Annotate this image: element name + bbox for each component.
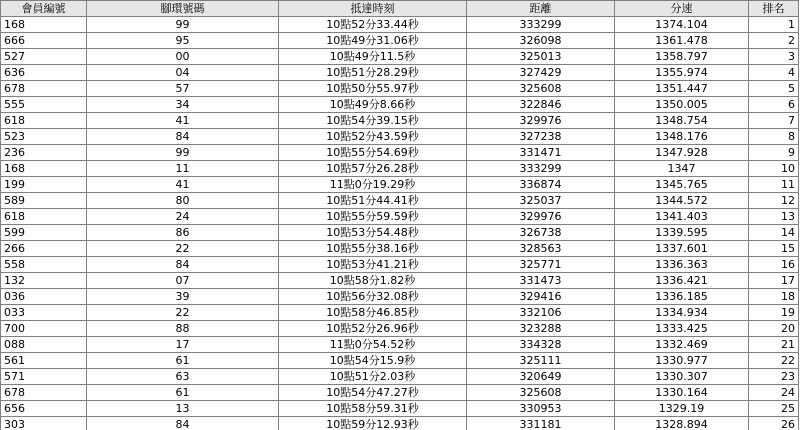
cell-arrival-time: 10點49分8.66秒 (279, 97, 467, 113)
cell-ring-number: 34 (87, 97, 279, 113)
cell-member-id: 199 (1, 177, 87, 193)
cell-speed: 1344.572 (615, 193, 749, 209)
cell-member-id: 168 (1, 161, 87, 177)
cell-arrival-time: 10點49分11.5秒 (279, 49, 467, 65)
cell-speed: 1330.164 (615, 385, 749, 401)
table-row (1, 401, 799, 417)
cell-arrival-time: 10點55分59.59秒 (279, 209, 467, 225)
cell-ring-number: 86 (87, 225, 279, 241)
cell-rank: 21 (749, 337, 799, 353)
cell-distance: 336874 (467, 177, 615, 193)
cell-distance: 328563 (467, 241, 615, 257)
table-row (1, 417, 799, 430)
cell-member-id: 303 (1, 417, 87, 430)
cell-speed: 1348.176 (615, 129, 749, 145)
cell-ring-number: 57 (87, 81, 279, 97)
cell-speed: 1337.601 (615, 241, 749, 257)
cell-member-id: 132 (1, 273, 87, 289)
table-body (1, 17, 799, 430)
cell-speed: 1333.425 (615, 321, 749, 337)
cell-member-id: 088 (1, 337, 87, 353)
cell-arrival-time: 10點58分1.82秒 (279, 273, 467, 289)
cell-distance: 331471 (467, 145, 615, 161)
cell-ring-number: 61 (87, 385, 279, 401)
table-row (1, 33, 799, 49)
cell-ring-number: 99 (87, 145, 279, 161)
cell-speed: 1332.469 (615, 337, 749, 353)
cell-speed: 1347.928 (615, 145, 749, 161)
cell-distance: 331473 (467, 273, 615, 289)
table-row (1, 177, 799, 193)
cell-distance: 325013 (467, 49, 615, 65)
cell-rank: 19 (749, 305, 799, 321)
cell-arrival-time: 10點52分43.59秒 (279, 129, 467, 145)
cell-arrival-time: 10點50分55.97秒 (279, 81, 467, 97)
header-member-id: 會員編號 (1, 1, 87, 17)
table-row (1, 161, 799, 177)
cell-ring-number: 63 (87, 369, 279, 385)
cell-rank: 1 (749, 17, 799, 33)
cell-ring-number: 00 (87, 49, 279, 65)
cell-ring-number: 41 (87, 113, 279, 129)
cell-member-id: 555 (1, 97, 87, 113)
cell-distance: 333299 (467, 161, 615, 177)
cell-speed: 1374.104 (615, 17, 749, 33)
cell-distance: 334328 (467, 337, 615, 353)
cell-rank: 8 (749, 129, 799, 145)
cell-member-id: 527 (1, 49, 87, 65)
cell-distance: 332106 (467, 305, 615, 321)
cell-speed: 1345.765 (615, 177, 749, 193)
cell-rank: 26 (749, 417, 799, 430)
cell-ring-number: 88 (87, 321, 279, 337)
cell-arrival-time: 10點57分26.28秒 (279, 161, 467, 177)
cell-arrival-time: 10點51分28.29秒 (279, 65, 467, 81)
cell-speed: 1355.974 (615, 65, 749, 81)
table-row (1, 193, 799, 209)
header-rank: 排名 (749, 1, 799, 17)
header-ring-number: 腳環號碼 (87, 1, 279, 17)
cell-rank: 3 (749, 49, 799, 65)
cell-ring-number: 84 (87, 417, 279, 430)
cell-member-id: 656 (1, 401, 87, 417)
cell-distance: 325771 (467, 257, 615, 273)
cell-distance: 325608 (467, 81, 615, 97)
cell-arrival-time: 10點52分33.44秒 (279, 17, 467, 33)
cell-arrival-time: 10點55分38.16秒 (279, 241, 467, 257)
cell-member-id: 266 (1, 241, 87, 257)
cell-rank: 22 (749, 353, 799, 369)
cell-arrival-time: 10點53分54.48秒 (279, 225, 467, 241)
cell-ring-number: 99 (87, 17, 279, 33)
cell-distance: 330953 (467, 401, 615, 417)
cell-rank: 18 (749, 289, 799, 305)
cell-member-id: 618 (1, 113, 87, 129)
cell-ring-number: 22 (87, 305, 279, 321)
cell-ring-number: 95 (87, 33, 279, 49)
cell-speed: 1347 (615, 161, 749, 177)
cell-arrival-time: 10點49分31.06秒 (279, 33, 467, 49)
cell-ring-number: 84 (87, 129, 279, 145)
table-row (1, 225, 799, 241)
cell-member-id: 599 (1, 225, 87, 241)
table-row (1, 273, 799, 289)
cell-speed: 1361.478 (615, 33, 749, 49)
table-row (1, 241, 799, 257)
cell-distance: 325608 (467, 385, 615, 401)
header-distance: 距離 (467, 1, 615, 17)
table-row (1, 257, 799, 273)
table-header-row (1, 1, 799, 17)
table-row (1, 49, 799, 65)
cell-arrival-time: 10點58分59.31秒 (279, 401, 467, 417)
table-row (1, 129, 799, 145)
cell-member-id: 236 (1, 145, 87, 161)
cell-distance: 325037 (467, 193, 615, 209)
cell-distance: 320649 (467, 369, 615, 385)
cell-ring-number: 13 (87, 401, 279, 417)
cell-distance: 331181 (467, 417, 615, 430)
cell-ring-number: 24 (87, 209, 279, 225)
cell-rank: 6 (749, 97, 799, 113)
cell-arrival-time: 10點55分54.69秒 (279, 145, 467, 161)
table-row (1, 97, 799, 113)
cell-rank: 16 (749, 257, 799, 273)
header-arrival-time: 抵達時刻 (279, 1, 467, 17)
cell-arrival-time: 11點0分54.52秒 (279, 337, 467, 353)
cell-rank: 4 (749, 65, 799, 81)
cell-speed: 1350.005 (615, 97, 749, 113)
cell-arrival-time: 10點56分32.08秒 (279, 289, 467, 305)
cell-rank: 7 (749, 113, 799, 129)
cell-ring-number: 22 (87, 241, 279, 257)
table-row (1, 209, 799, 225)
header-speed: 分速 (615, 1, 749, 17)
cell-distance: 329976 (467, 113, 615, 129)
cell-distance: 329416 (467, 289, 615, 305)
cell-rank: 14 (749, 225, 799, 241)
cell-arrival-time: 10點54分15.9秒 (279, 353, 467, 369)
cell-arrival-time: 10點59分12.93秒 (279, 417, 467, 430)
cell-arrival-time: 10點51分2.03秒 (279, 369, 467, 385)
cell-distance: 329976 (467, 209, 615, 225)
table-row (1, 385, 799, 401)
cell-rank: 24 (749, 385, 799, 401)
cell-arrival-time: 10點54分39.15秒 (279, 113, 467, 129)
cell-speed: 1336.185 (615, 289, 749, 305)
table-row (1, 369, 799, 385)
cell-member-id: 033 (1, 305, 87, 321)
cell-arrival-time: 10點52分26.96秒 (279, 321, 467, 337)
table-row (1, 289, 799, 305)
cell-arrival-time: 11點0分19.29秒 (279, 177, 467, 193)
cell-speed: 1329.19 (615, 401, 749, 417)
cell-distance: 327429 (467, 65, 615, 81)
cell-ring-number: 41 (87, 177, 279, 193)
cell-member-id: 168 (1, 17, 87, 33)
table-row (1, 17, 799, 33)
table-row (1, 353, 799, 369)
cell-member-id: 666 (1, 33, 87, 49)
cell-member-id: 700 (1, 321, 87, 337)
cell-member-id: 636 (1, 65, 87, 81)
table-row (1, 81, 799, 97)
cell-rank: 12 (749, 193, 799, 209)
cell-arrival-time: 10點58分46.85秒 (279, 305, 467, 321)
cell-rank: 15 (749, 241, 799, 257)
cell-ring-number: 84 (87, 257, 279, 273)
cell-rank: 23 (749, 369, 799, 385)
cell-ring-number: 61 (87, 353, 279, 369)
cell-speed: 1334.934 (615, 305, 749, 321)
cell-rank: 11 (749, 177, 799, 193)
cell-arrival-time: 10點53分41.21秒 (279, 257, 467, 273)
cell-ring-number: 04 (87, 65, 279, 81)
table-row (1, 305, 799, 321)
cell-speed: 1336.421 (615, 273, 749, 289)
cell-distance: 322846 (467, 97, 615, 113)
cell-speed: 1339.595 (615, 225, 749, 241)
cell-member-id: 589 (1, 193, 87, 209)
table-row (1, 321, 799, 337)
cell-speed: 1330.977 (615, 353, 749, 369)
cell-rank: 9 (749, 145, 799, 161)
cell-speed: 1341.403 (615, 209, 749, 225)
cell-distance: 326098 (467, 33, 615, 49)
cell-speed: 1351.447 (615, 81, 749, 97)
cell-speed: 1336.363 (615, 257, 749, 273)
table-row (1, 145, 799, 161)
cell-arrival-time: 10點51分44.41秒 (279, 193, 467, 209)
cell-member-id: 678 (1, 81, 87, 97)
cell-rank: 10 (749, 161, 799, 177)
cell-distance: 323288 (467, 321, 615, 337)
cell-speed: 1328.894 (615, 417, 749, 430)
cell-speed: 1330.307 (615, 369, 749, 385)
table-row (1, 65, 799, 81)
cell-arrival-time: 10點54分47.27秒 (279, 385, 467, 401)
cell-member-id: 558 (1, 257, 87, 273)
cell-distance: 327238 (467, 129, 615, 145)
cell-member-id: 618 (1, 209, 87, 225)
table-row (1, 337, 799, 353)
cell-distance: 333299 (467, 17, 615, 33)
cell-distance: 326738 (467, 225, 615, 241)
cell-distance: 325111 (467, 353, 615, 369)
cell-rank: 5 (749, 81, 799, 97)
cell-member-id: 523 (1, 129, 87, 145)
cell-rank: 2 (749, 33, 799, 49)
cell-speed: 1348.754 (615, 113, 749, 129)
cell-rank: 20 (749, 321, 799, 337)
cell-ring-number: 07 (87, 273, 279, 289)
table-row (1, 113, 799, 129)
cell-ring-number: 39 (87, 289, 279, 305)
cell-ring-number: 80 (87, 193, 279, 209)
cell-rank: 13 (749, 209, 799, 225)
cell-rank: 25 (749, 401, 799, 417)
cell-rank: 17 (749, 273, 799, 289)
cell-member-id: 036 (1, 289, 87, 305)
cell-ring-number: 11 (87, 161, 279, 177)
cell-member-id: 571 (1, 369, 87, 385)
cell-member-id: 678 (1, 385, 87, 401)
cell-ring-number: 17 (87, 337, 279, 353)
cell-speed: 1358.797 (615, 49, 749, 65)
cell-member-id: 561 (1, 353, 87, 369)
